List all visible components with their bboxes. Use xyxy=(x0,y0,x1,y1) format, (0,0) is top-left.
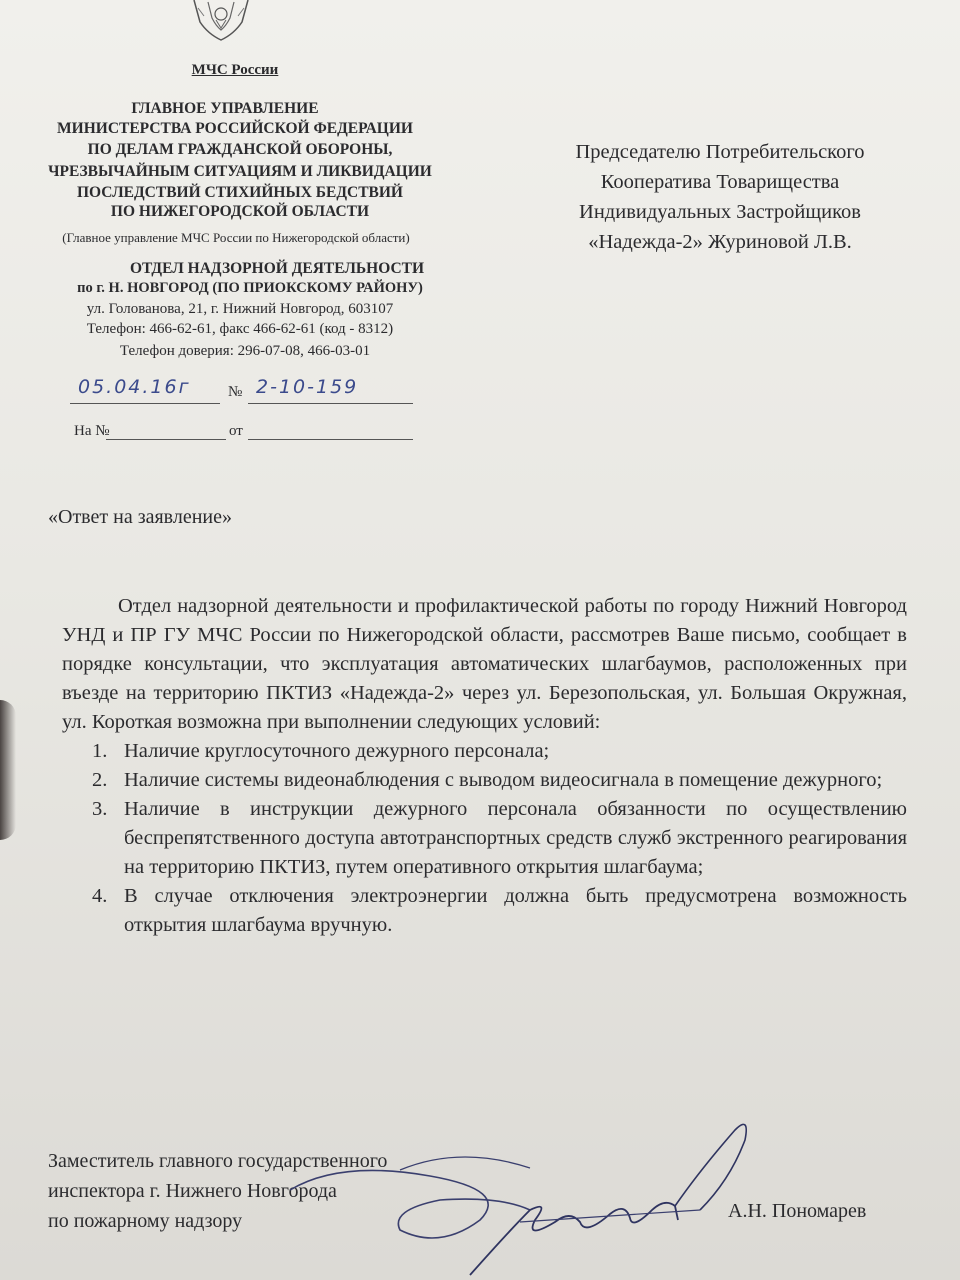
department-line: ГЛАВНОЕ УПРАВЛЕНИЕ xyxy=(131,100,319,117)
handwritten-signature xyxy=(280,1110,760,1280)
trust-phone: Телефон доверия: 296-07-08, 466-03-01 xyxy=(119,343,371,359)
date-underline xyxy=(70,403,220,404)
letter-subject: «Ответ на заявление» xyxy=(48,506,233,528)
department-line: ПО НИЖЕГОРОДСКОЙ ОБЛАСТИ xyxy=(110,203,370,220)
number-sign: № xyxy=(228,384,243,400)
addressee-block xyxy=(520,137,920,257)
agency-name: МЧС России xyxy=(191,62,279,78)
department-line: МИНИСТЕРСТВА РОССИЙСКОЙ ФЕДЕРАЦИИ xyxy=(57,120,413,137)
addressee-line: «Надежда-2» Журиновой Л.В. xyxy=(588,231,852,253)
division-phone: Телефон: 466-62-61, факс 466-62-61 (код - 8312) xyxy=(86,321,394,337)
outgoing-date: 05.04.16г xyxy=(78,376,191,398)
list-item-text: В случае отключения электроэнергии должна быть предусмотрена возможность открытия шлагбаума вручную. xyxy=(124,885,907,936)
list-item-text: Наличие в инструкции дежурного персонала обязанности по осуществлению беспрепятственного доступа автотранспортных средств служб экстренного реагирования на территорию ПКТИЗ, путем оперативного открытия шлагбаума; xyxy=(124,798,907,878)
addressee-line: Председателю Потребительского xyxy=(575,141,865,163)
department-short-name: (Главное управление МЧС России по Нижегородской области) xyxy=(62,230,410,245)
list-item-text: Наличие системы видеонаблюдения с выводом видеосигнала в помещение дежурного; xyxy=(124,769,883,791)
list-item xyxy=(62,795,907,882)
division-name: ОТДЕЛ НАДЗОРНОЙ ДЕЯТЕЛЬНОСТИ xyxy=(130,260,425,277)
signatory-title-line: инспектора г. Нижнего Новгорода xyxy=(48,1180,337,1202)
list-item xyxy=(62,737,907,766)
reply-to-label: На № xyxy=(74,423,110,439)
list-item xyxy=(62,882,907,940)
list-item-number: 1. xyxy=(92,740,108,762)
reply-from-label: от xyxy=(229,423,243,439)
department-line: ПО ДЕЛАМ ГРАЖДАНСКОЙ ОБОРОНЫ, xyxy=(87,141,393,158)
signatory-title-line: по пожарному надзору xyxy=(48,1210,243,1232)
list-item-number: 3. xyxy=(92,798,108,820)
conditions-list xyxy=(62,737,907,940)
addressee-line: Индивидуальных Застройщиков xyxy=(579,201,861,223)
division-name: по г. Н. НОВГОРОД (ПО ПРИОКСКОМУ РАЙОНУ) xyxy=(77,280,423,296)
coat-of-arms-icon xyxy=(186,0,256,44)
reply-date-blank xyxy=(248,439,413,440)
reply-number-blank xyxy=(106,439,226,440)
department-line: ЧРЕЗВЫЧАЙНЫМ СИТУАЦИЯМ И ЛИКВИДАЦИИ xyxy=(48,163,432,180)
addressee-line: Кооператива Товарищества xyxy=(600,171,840,193)
signatory-name: А.Н. Пономарев xyxy=(728,1200,867,1222)
signatory-title-line: Заместитель главного государственного xyxy=(48,1150,388,1172)
page-edge-shadow xyxy=(0,700,16,840)
list-item-number: 2. xyxy=(92,769,108,791)
division-address: ул. Голованова, 21, г. Нижний Новгород, 603107 xyxy=(86,301,394,317)
body-paragraph: Отдел надзорной деятельности и профилактической работы по городу Нижний Новгород УНД и ПР ГУ МЧС России по Нижегородской области, рассмотрев Ваше письмо, сообщает в порядке консультации, что эксплуатация автоматических шлагбаумов, расположенных при въезде на территорию ПКТИЗ «Надежда-2» через ул. Березопольская, ул. Большая Окружная, ул. Короткая возможна при выполнении следующих условий: xyxy=(62,595,907,733)
letter-body xyxy=(62,592,907,940)
list-item-text: Наличие круглосуточного дежурного персонала; xyxy=(124,740,550,762)
department-line: ПОСЛЕДСТВИЙ СТИХИЙНЫХ БЕДСТВИЙ xyxy=(77,184,403,201)
outgoing-number: 2-10-159 xyxy=(256,376,359,398)
number-underline xyxy=(248,403,413,404)
list-item xyxy=(62,766,907,795)
outgoing-registration xyxy=(70,372,415,408)
list-item-number: 4. xyxy=(92,885,108,907)
